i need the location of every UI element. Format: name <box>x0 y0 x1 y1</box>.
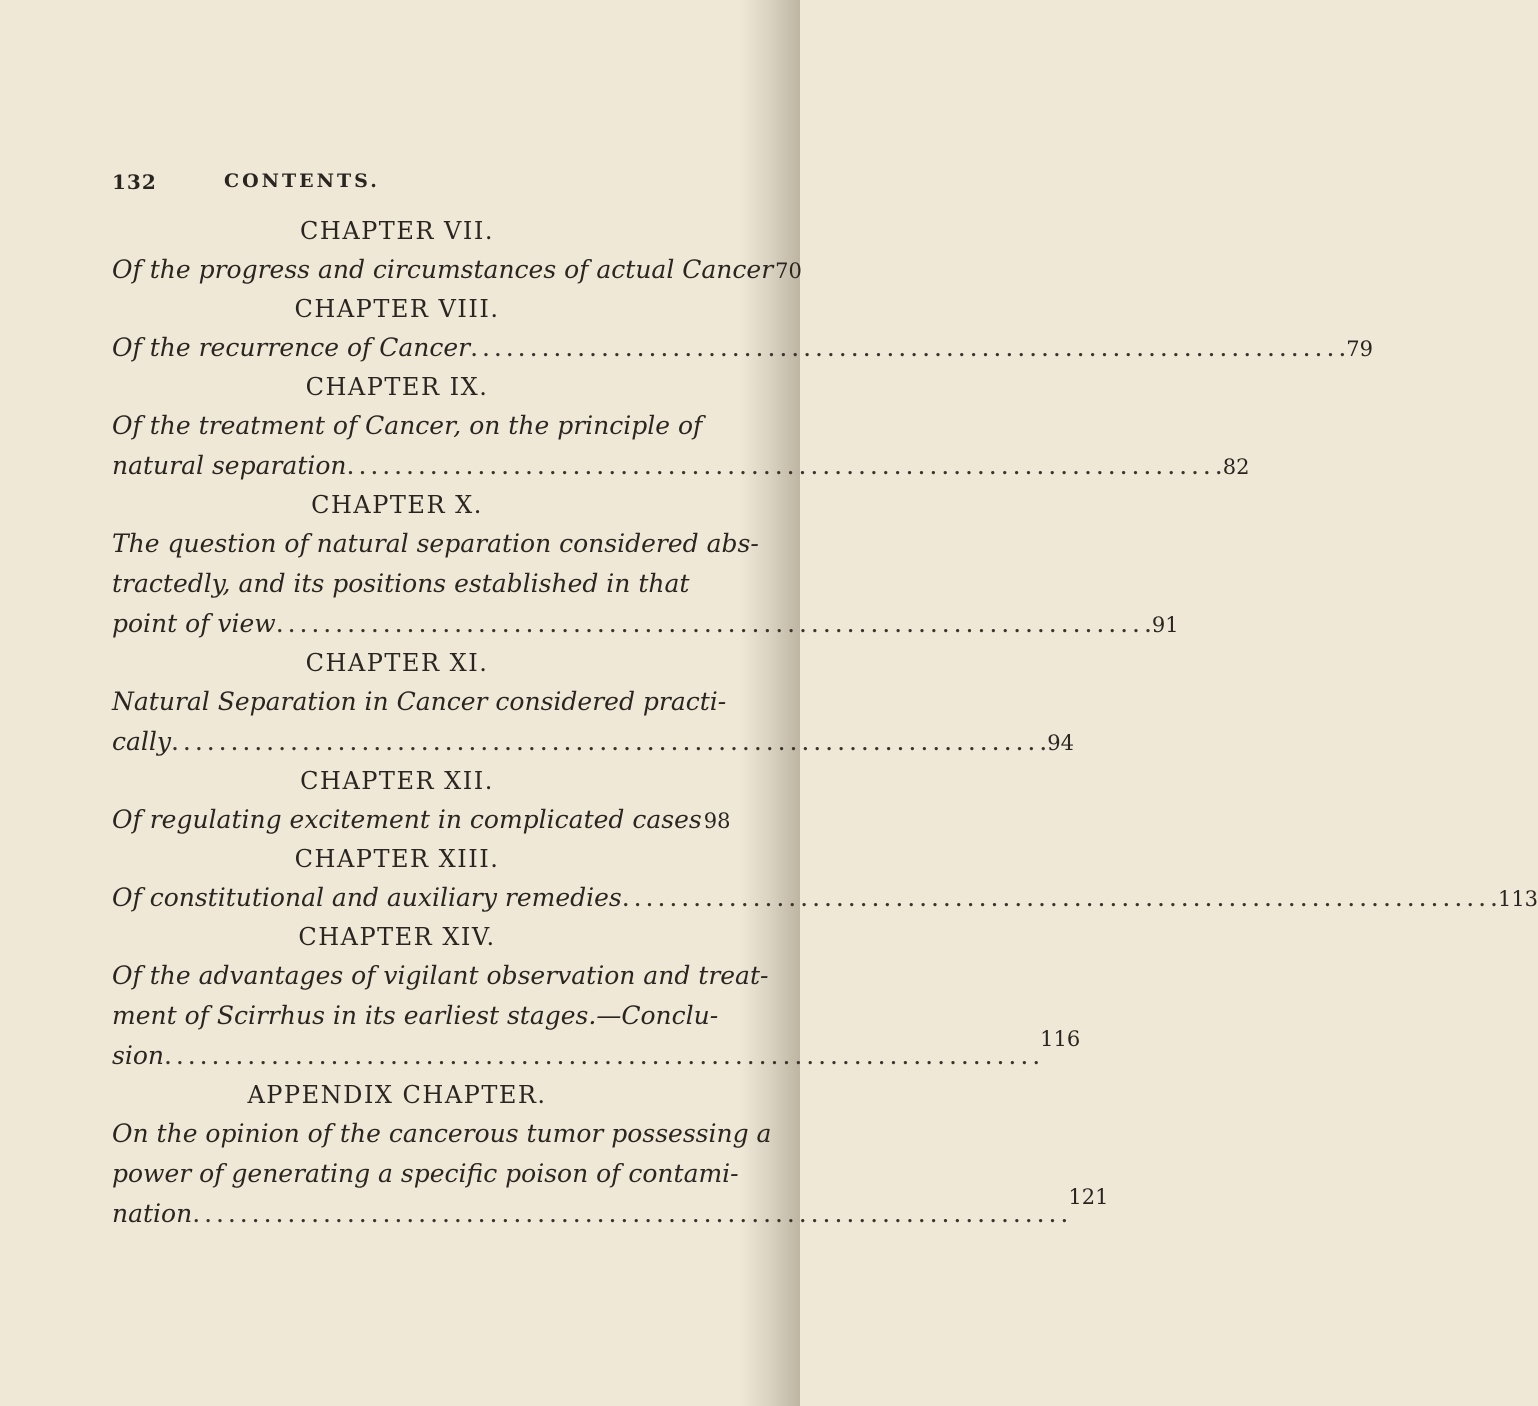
toc-title-text: sion <box>112 1041 164 1070</box>
toc-title-text: power of generating a specific poison of contami- <box>112 1159 739 1188</box>
toc-title-text: Of constitutional and auxiliary remedies <box>112 883 622 912</box>
toc-entry <box>112 1076 1109 1234</box>
toc-page-number: 121 <box>1068 1185 1109 1209</box>
toc-title-line <box>112 564 690 604</box>
toc-title-text: Of the recurrence of Cancer <box>112 333 471 362</box>
toc-title-line-with-page <box>112 800 731 840</box>
toc-entry <box>112 762 731 840</box>
toc-page-number: 113 <box>1497 887 1538 911</box>
toc-title-line-with-page <box>112 878 1538 918</box>
toc-title-line-with-page <box>112 328 1374 368</box>
toc-title-line-with-page <box>112 722 1074 762</box>
toc-title-text: cally <box>112 727 172 756</box>
toc-entry <box>112 918 1081 1076</box>
toc-entry <box>112 644 1074 762</box>
toc-page-number: 70 <box>775 259 802 283</box>
toc-title-text: Of the progress and circumstances of actual Cancer <box>112 255 774 284</box>
dot-leader <box>276 604 1150 644</box>
toc-title-text: ment of Scirrhus in its earliest stages.—Conclu- <box>112 1001 719 1030</box>
toc-title-text: tractedly, and its positions established in that <box>112 569 690 598</box>
toc-title-line-with-page <box>112 446 1250 486</box>
page-number: 132 <box>112 170 157 194</box>
toc-title-text: Natural Separation in Cancer considered practi- <box>112 687 727 716</box>
toc-title-line-with-page <box>112 1027 1081 1076</box>
table-of-contents <box>112 212 1538 1234</box>
dot-leader <box>171 722 1045 762</box>
toc-page-number: 116 <box>1040 1027 1081 1051</box>
running-head <box>112 170 672 194</box>
chapter-heading: CHAPTER XIII. <box>294 845 500 873</box>
chapter-heading: APPENDIX CHAPTER. <box>247 1081 547 1109</box>
dot-leader <box>470 328 1344 368</box>
toc-page-number: 82 <box>1222 455 1250 479</box>
toc-title-line-with-page <box>112 604 1179 644</box>
toc-page-number: 94 <box>1047 731 1074 755</box>
toc-title-text: point of view <box>112 609 276 638</box>
dot-leader <box>347 446 1221 486</box>
toc-title-text: Of the advantages of vigilant observation and treat- <box>112 961 769 990</box>
toc-title-line <box>112 996 719 1036</box>
toc-entry <box>112 368 1250 486</box>
toc-title-line <box>112 1114 772 1154</box>
dot-leader <box>622 878 1496 918</box>
chapter-heading: CHAPTER XIV. <box>298 923 496 951</box>
toc-title-line <box>112 682 727 722</box>
toc-title-text: natural separation <box>112 451 347 480</box>
toc-title-line <box>112 1154 739 1194</box>
dot-leader <box>192 1194 1066 1234</box>
chapter-heading: CHAPTER X. <box>311 491 483 519</box>
chapter-heading: CHAPTER XII. <box>300 767 494 795</box>
toc-title-text: nation <box>112 1199 193 1228</box>
toc-title-line <box>112 406 703 446</box>
chapter-heading: CHAPTER XI. <box>305 649 489 677</box>
toc-title-line-with-page <box>112 250 802 290</box>
toc-entry <box>112 290 1374 368</box>
dot-leader <box>164 1036 1038 1076</box>
toc-entry <box>112 212 802 290</box>
toc-title-line-with-page <box>112 1185 1109 1234</box>
toc-page-number: 98 <box>703 809 731 833</box>
toc-title-line <box>112 956 769 996</box>
toc-entry <box>112 486 1179 644</box>
toc-title-text: Of the treatment of Cancer, on the principle of <box>112 411 703 440</box>
toc-title-line <box>112 524 759 564</box>
toc-page-number: 79 <box>1346 337 1374 361</box>
chapter-heading: CHAPTER VIII. <box>294 295 500 323</box>
chapter-heading: CHAPTER VII. <box>300 217 494 245</box>
toc-entry <box>112 840 1538 918</box>
toc-title-text: Of regulating excitement in complicated cases <box>112 805 702 834</box>
toc-page-number: 91 <box>1151 613 1179 637</box>
toc-title-text: On the opinion of the cancerous tumor possessing a <box>112 1119 772 1148</box>
toc-title-text: The question of natural separation considered abs- <box>112 529 759 558</box>
running-title: CONTENTS. <box>224 170 380 192</box>
chapter-heading: CHAPTER IX. <box>305 373 489 401</box>
